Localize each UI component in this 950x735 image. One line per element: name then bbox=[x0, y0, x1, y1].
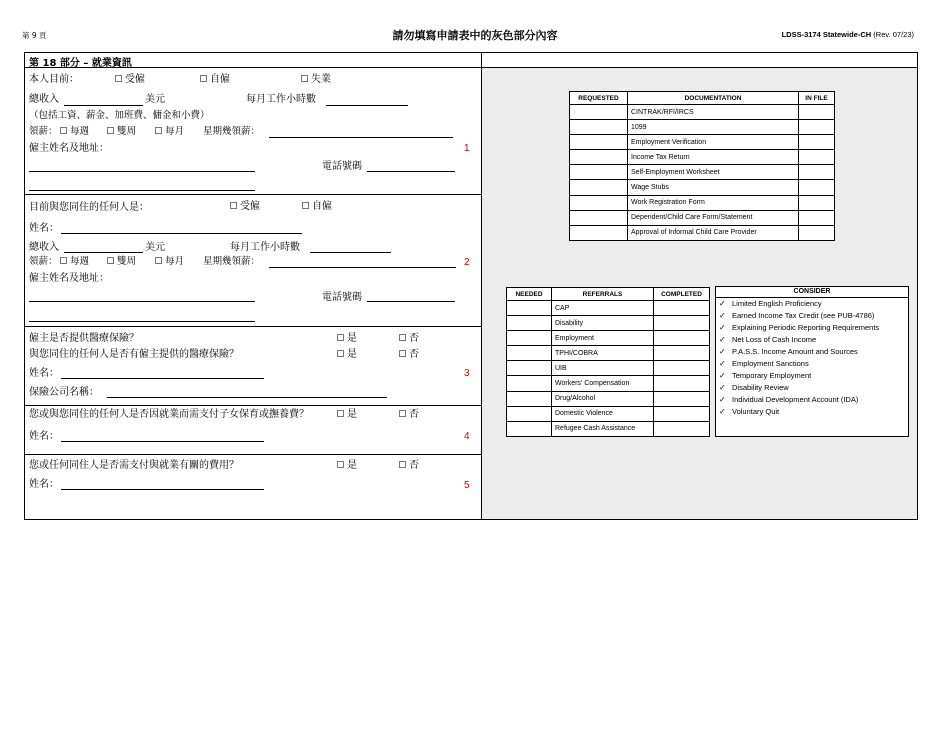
checkbox-household-employed[interactable] bbox=[230, 201, 260, 213]
phone-label: 電話號碼 bbox=[322, 161, 362, 172]
consider-item bbox=[716, 394, 908, 406]
form-id bbox=[782, 30, 914, 39]
insurer-field[interactable] bbox=[107, 397, 387, 398]
household-insurance-question: 與您同住的任何人是否有僱主提供的醫療保險？ bbox=[29, 349, 239, 360]
checkbox-yes[interactable] bbox=[337, 460, 357, 472]
checkbox-no-label: 否 bbox=[409, 460, 419, 471]
checkbox-cell[interactable] bbox=[570, 180, 628, 195]
documentation-row bbox=[570, 120, 835, 135]
item-label: Wage Stubs bbox=[628, 180, 799, 195]
check-icon: ✓ bbox=[719, 371, 726, 380]
col-in-file: IN FILE bbox=[799, 92, 835, 105]
checkbox-icon bbox=[115, 75, 122, 82]
checkbox-employed-label: 受僱 bbox=[125, 74, 145, 85]
referral-row bbox=[507, 376, 710, 391]
phone-label: 電話號碼 bbox=[322, 292, 362, 303]
checkbox-icon bbox=[337, 334, 344, 341]
item-label: Domestic Violence bbox=[552, 406, 654, 421]
employer-label: 僱主姓名及地址： bbox=[29, 143, 109, 154]
check-icon: ✓ bbox=[719, 395, 726, 404]
checkbox-yes-label: 是 bbox=[347, 409, 357, 420]
item-label: TPHI/COBRA bbox=[552, 346, 654, 361]
checkbox-yes[interactable] bbox=[337, 349, 357, 361]
name-field[interactable] bbox=[61, 378, 264, 379]
checkbox-biweekly-label: 雙周 bbox=[117, 126, 137, 137]
household-label: 目前與您同住的任何人是： bbox=[29, 202, 149, 213]
checkbox-employed[interactable] bbox=[115, 74, 145, 86]
checkbox-cell[interactable] bbox=[570, 135, 628, 150]
checkbox-icon bbox=[60, 257, 67, 264]
checkbox-biweekly-label: 雙周 bbox=[117, 256, 137, 267]
checkbox-icon bbox=[302, 202, 309, 209]
checkbox-cell[interactable] bbox=[654, 361, 710, 376]
check-icon: ✓ bbox=[719, 299, 726, 308]
checkbox-cell[interactable] bbox=[570, 195, 628, 210]
usd-label: 美元 bbox=[145, 94, 165, 105]
employment-fields-column bbox=[25, 53, 482, 519]
check-icon: ✓ bbox=[719, 359, 726, 368]
consider-title: CONSIDER bbox=[716, 287, 908, 298]
checkbox-weekly[interactable] bbox=[60, 126, 89, 138]
checkbox-cell[interactable] bbox=[799, 120, 835, 135]
checkbox-cell[interactable] bbox=[654, 346, 710, 361]
checkbox-household-self[interactable] bbox=[302, 201, 332, 213]
checkbox-monthly[interactable] bbox=[155, 126, 184, 138]
block-number: 5 bbox=[464, 480, 470, 491]
checkbox-household-self-label: 自僱 bbox=[312, 201, 332, 212]
consider-item-label: Individual Development Account (IDA) bbox=[732, 395, 859, 404]
monthly-hours-field[interactable] bbox=[310, 252, 391, 253]
item-label: Dependent/Child Care Form/Statement bbox=[628, 210, 799, 225]
checkbox-cell[interactable] bbox=[654, 391, 710, 406]
child-care-question: 您或與您同住的任何人是否因就業而需支付子女保育或撫養費？ bbox=[29, 409, 309, 420]
block-number: 4 bbox=[464, 431, 470, 442]
checkbox-unemployed[interactable] bbox=[301, 74, 331, 86]
checkbox-no[interactable] bbox=[399, 333, 419, 345]
checkbox-cell[interactable] bbox=[570, 150, 628, 165]
agency-use-header bbox=[482, 53, 917, 68]
consider-item-label: Voluntary Quit bbox=[732, 407, 780, 416]
consider-item bbox=[716, 370, 908, 382]
consider-box bbox=[715, 286, 909, 437]
phone-field[interactable] bbox=[367, 171, 455, 172]
checkbox-cell[interactable] bbox=[570, 105, 628, 120]
checkbox-biweekly[interactable] bbox=[107, 256, 136, 268]
checkbox-cell[interactable] bbox=[799, 225, 835, 240]
consider-item bbox=[716, 346, 908, 358]
referral-row bbox=[507, 301, 710, 316]
checkbox-cell[interactable] bbox=[799, 195, 835, 210]
check-icon: ✓ bbox=[719, 407, 726, 416]
table-header-row bbox=[570, 92, 835, 105]
item-label: CINTRAK/RFI/IRCS bbox=[628, 105, 799, 120]
checkbox-icon bbox=[107, 127, 114, 134]
agency-use-column bbox=[482, 53, 917, 519]
item-label: Income Tax Return bbox=[628, 150, 799, 165]
day-paid-label: 星期幾領薪： bbox=[203, 126, 261, 137]
referral-row bbox=[507, 406, 710, 421]
paid-label: 領薪： bbox=[29, 126, 58, 137]
consider-item-label: P.A.S.S. Income Amount and Sources bbox=[732, 347, 858, 356]
checkbox-icon bbox=[155, 257, 162, 264]
item-label: CAP bbox=[552, 301, 654, 316]
consider-item bbox=[716, 298, 908, 310]
consider-item-label: Explaining Periodic Reporting Requirements bbox=[732, 323, 880, 332]
checkbox-cell[interactable] bbox=[507, 316, 552, 331]
check-icon: ✓ bbox=[719, 347, 726, 356]
check-icon: ✓ bbox=[719, 311, 726, 320]
documentation-row bbox=[570, 225, 835, 240]
gross-income-field[interactable] bbox=[64, 105, 143, 106]
divider bbox=[25, 194, 482, 195]
checkbox-cell[interactable] bbox=[507, 421, 552, 436]
checkbox-no[interactable] bbox=[399, 349, 419, 361]
checkbox-yes-label: 是 bbox=[347, 460, 357, 471]
checkbox-icon bbox=[301, 75, 308, 82]
check-icon: ✓ bbox=[719, 323, 726, 332]
consider-item bbox=[716, 334, 908, 346]
checkbox-cell[interactable] bbox=[507, 361, 552, 376]
insurer-label: 保險公司名稱： bbox=[29, 387, 99, 398]
checkbox-icon bbox=[337, 461, 344, 468]
item-label: Work Registration Form bbox=[628, 195, 799, 210]
checkbox-self-employed[interactable] bbox=[200, 74, 230, 86]
checkbox-cell[interactable] bbox=[654, 376, 710, 391]
documentation-row bbox=[570, 105, 835, 120]
checkbox-cell[interactable] bbox=[507, 376, 552, 391]
employer-label: 僱主姓名及地址： bbox=[29, 273, 109, 284]
referrals-table bbox=[506, 287, 710, 437]
checkbox-cell[interactable] bbox=[570, 210, 628, 225]
work-expense-question: 您或任何同住人是否需支付與就業有關的費用？ bbox=[29, 460, 239, 471]
name-field[interactable] bbox=[61, 489, 264, 490]
consider-item-label: Earned Income Tax Credit (see PUB-4786) bbox=[732, 311, 875, 320]
checkbox-cell[interactable] bbox=[799, 105, 835, 120]
consider-item bbox=[716, 322, 908, 334]
referral-row bbox=[507, 346, 710, 361]
referral-row bbox=[507, 361, 710, 376]
col-completed: COMPLETED bbox=[654, 288, 710, 301]
checkbox-weekly-label: 每週 bbox=[70, 256, 90, 267]
consider-item-label: Employment Sanctions bbox=[732, 359, 809, 368]
checkbox-no-label: 否 bbox=[409, 349, 419, 360]
checkbox-icon bbox=[200, 75, 207, 82]
documentation-row bbox=[570, 210, 835, 225]
consider-item bbox=[716, 310, 908, 322]
divider bbox=[25, 326, 482, 327]
checkbox-cell[interactable] bbox=[654, 331, 710, 346]
checkbox-household-employed-label: 受僱 bbox=[240, 201, 260, 212]
block-number: 1 bbox=[464, 143, 470, 154]
checkbox-cell[interactable] bbox=[799, 180, 835, 195]
monthly-hours-label: 每月工作小時數 bbox=[230, 242, 300, 253]
checkbox-icon bbox=[337, 410, 344, 417]
name-field[interactable] bbox=[61, 233, 302, 234]
checkbox-weekly[interactable] bbox=[60, 256, 89, 268]
checkbox-cell[interactable] bbox=[654, 301, 710, 316]
checkbox-self-employed-label: 自僱 bbox=[210, 74, 230, 85]
block-number: 3 bbox=[464, 368, 470, 379]
documentation-row bbox=[570, 150, 835, 165]
consider-item bbox=[716, 406, 908, 418]
block-number: 2 bbox=[464, 257, 470, 268]
item-label: Refugee Cash Assistance bbox=[552, 421, 654, 436]
referral-row bbox=[507, 316, 710, 331]
checkbox-no[interactable] bbox=[399, 409, 419, 421]
employment-form bbox=[24, 52, 918, 520]
checkbox-no-label: 否 bbox=[409, 409, 419, 420]
checkbox-cell[interactable] bbox=[654, 316, 710, 331]
checkbox-icon bbox=[399, 461, 406, 468]
name-label: 姓名： bbox=[29, 479, 59, 490]
checkbox-weekly-label: 每週 bbox=[70, 126, 90, 137]
checkbox-cell[interactable] bbox=[507, 331, 552, 346]
consider-item-label: Limited English Proficiency bbox=[732, 299, 822, 308]
monthly-hours-label: 每月工作小時數 bbox=[246, 94, 316, 105]
day-paid-field[interactable] bbox=[269, 137, 453, 138]
name-label: 姓名： bbox=[29, 431, 59, 442]
name-label: 姓名： bbox=[29, 368, 59, 379]
item-label: Self-Employment Worksheet bbox=[628, 165, 799, 180]
income-note: （包括工資、薪金、加班費、傭金和小費） bbox=[29, 110, 210, 121]
checkbox-icon bbox=[399, 410, 406, 417]
referral-row bbox=[507, 391, 710, 406]
name-label: 姓名： bbox=[29, 223, 59, 234]
checkbox-cell[interactable] bbox=[654, 421, 710, 436]
checkbox-yes-label: 是 bbox=[347, 349, 357, 360]
monthly-hours-field[interactable] bbox=[326, 105, 408, 106]
col-requested: REQUESTED bbox=[570, 92, 628, 105]
page-number: 第 9 頁 bbox=[22, 31, 47, 40]
checkbox-icon bbox=[337, 350, 344, 357]
documentation-row bbox=[570, 165, 835, 180]
checkbox-icon bbox=[399, 350, 406, 357]
gross-income-label: 總收入 bbox=[29, 94, 59, 105]
item-label: Approval of Informal Child Care Provider bbox=[628, 225, 799, 240]
employer-address-field[interactable] bbox=[29, 171, 255, 172]
item-label: Employment Verification bbox=[628, 135, 799, 150]
referral-row bbox=[507, 331, 710, 346]
usd-label: 美元 bbox=[145, 242, 165, 253]
checkbox-cell[interactable] bbox=[570, 225, 628, 240]
documentation-row bbox=[570, 180, 835, 195]
item-label: Drug/Alcohol bbox=[552, 391, 654, 406]
consider-item-label: Disability Review bbox=[732, 383, 789, 392]
checkbox-biweekly[interactable] bbox=[107, 126, 136, 138]
employer-address-field-2[interactable] bbox=[29, 190, 255, 191]
checkbox-cell[interactable] bbox=[507, 406, 552, 421]
checkbox-monthly-label: 每月 bbox=[165, 256, 185, 267]
documentation-row bbox=[570, 195, 835, 210]
checkbox-unemployed-label: 失業 bbox=[311, 74, 331, 85]
checkbox-icon bbox=[230, 202, 237, 209]
form-code: LDSS-3174 Statewide-CH bbox=[781, 30, 872, 39]
paid-label: 領薪： bbox=[29, 256, 58, 267]
checkbox-cell[interactable] bbox=[799, 150, 835, 165]
current-status-label: 本人目前： bbox=[29, 74, 79, 85]
item-label: UIB bbox=[552, 361, 654, 376]
item-label: 1099 bbox=[628, 120, 799, 135]
checkbox-yes[interactable] bbox=[337, 409, 357, 421]
col-documentation: DOCUMENTATION bbox=[628, 92, 799, 105]
divider bbox=[25, 405, 482, 406]
checkbox-cell[interactable] bbox=[654, 406, 710, 421]
checkbox-cell[interactable] bbox=[507, 391, 552, 406]
documentation-table bbox=[569, 91, 835, 241]
checkbox-monthly-label: 每月 bbox=[165, 126, 185, 137]
item-label: Disability bbox=[552, 316, 654, 331]
checkbox-no-label: 否 bbox=[409, 333, 419, 344]
divider bbox=[25, 454, 482, 455]
checkbox-icon bbox=[399, 334, 406, 341]
item-label: Workers' Compensation bbox=[552, 376, 654, 391]
name-field[interactable] bbox=[61, 441, 264, 442]
checkbox-icon bbox=[155, 127, 162, 134]
gross-income-label: 總收入 bbox=[29, 242, 59, 253]
checkbox-no[interactable] bbox=[399, 460, 419, 472]
consider-item-label: Net Loss of Cash Income bbox=[732, 335, 817, 344]
consider-item bbox=[716, 358, 908, 370]
employer-address-field[interactable] bbox=[29, 301, 255, 302]
day-paid-label: 星期幾領薪： bbox=[203, 256, 261, 267]
checkbox-cell[interactable] bbox=[570, 120, 628, 135]
consider-list bbox=[716, 298, 908, 418]
col-needed: NEEDED bbox=[507, 288, 552, 301]
checkbox-icon bbox=[107, 257, 114, 264]
consider-item-label: Temporary Employment bbox=[732, 371, 812, 380]
section-title: 第 18 部分 – 就業資訊 bbox=[25, 53, 482, 68]
form-revision: (Rev. 07/23) bbox=[873, 30, 914, 39]
checkbox-cell[interactable] bbox=[570, 165, 628, 180]
col-referrals: REFERRALS bbox=[552, 288, 654, 301]
health-insurance-question: 僱主是否提供醫療保險？ bbox=[29, 333, 139, 344]
checkbox-cell[interactable] bbox=[799, 210, 835, 225]
checkbox-monthly[interactable] bbox=[155, 256, 184, 268]
gross-income-field[interactable] bbox=[64, 252, 143, 253]
referral-row bbox=[507, 421, 710, 436]
page-title: 請勿填寫申請表中的灰色部分內容 bbox=[392, 29, 558, 42]
consider-item bbox=[716, 382, 908, 394]
checkbox-icon bbox=[60, 127, 67, 134]
checkbox-cell[interactable] bbox=[799, 135, 835, 150]
phone-field[interactable] bbox=[367, 301, 455, 302]
checkbox-cell[interactable] bbox=[507, 346, 552, 361]
item-label: Employment bbox=[552, 331, 654, 346]
employer-address-field-2[interactable] bbox=[29, 321, 255, 322]
documentation-row bbox=[570, 135, 835, 150]
check-icon: ✓ bbox=[719, 335, 726, 344]
agency-use-panel bbox=[482, 68, 917, 519]
checkbox-cell[interactable] bbox=[507, 301, 552, 316]
table-header-row bbox=[507, 288, 710, 301]
checkbox-yes-label: 是 bbox=[347, 333, 357, 344]
day-paid-field[interactable] bbox=[269, 267, 456, 268]
check-icon: ✓ bbox=[719, 383, 726, 392]
checkbox-cell[interactable] bbox=[799, 165, 835, 180]
checkbox-yes[interactable] bbox=[337, 333, 357, 345]
